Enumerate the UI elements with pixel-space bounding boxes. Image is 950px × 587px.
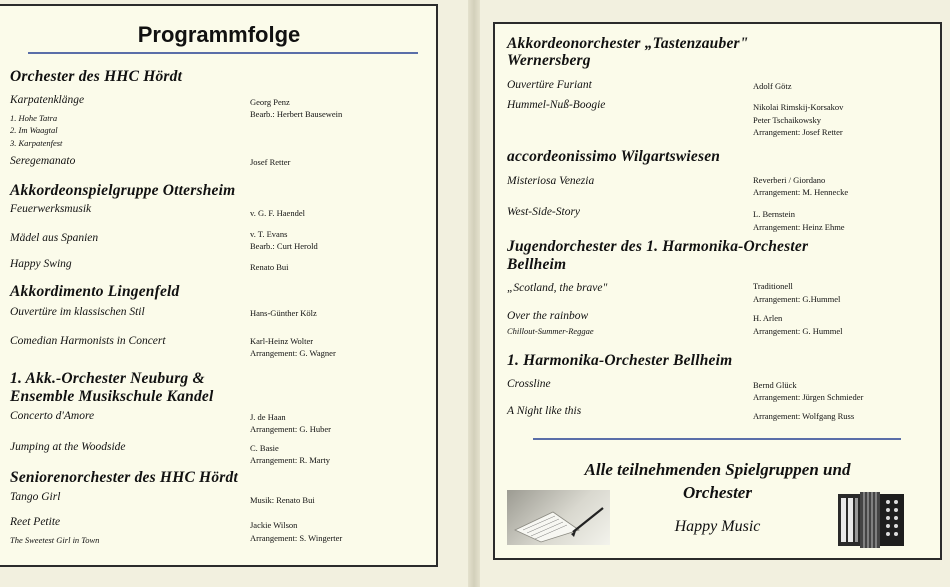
- piece-title: Jumping at the Woodside: [10, 441, 126, 453]
- piece-title: Happy Swing: [10, 258, 72, 270]
- composer: Renato Bui: [250, 262, 289, 272]
- movement: 3. Karpatenfest: [10, 138, 63, 148]
- composer: Hans-Günther Kölz: [250, 308, 317, 318]
- piece-subtitle: The Sweetest Girl in Town: [10, 535, 100, 545]
- piece-title: Ouvertüre Furiant: [507, 79, 592, 91]
- finale-line-1: Alle teilnehmenden Spielgruppen und: [584, 460, 851, 479]
- piece-title: Reet Petite: [10, 516, 61, 528]
- piece-title: Tango Girl: [10, 491, 61, 503]
- arranger: Arrangement: Wolfgang Russ: [753, 411, 855, 421]
- page-fold: [468, 0, 480, 587]
- piece-title: Over the rainbow: [507, 310, 589, 322]
- composer: Musik: Renato Bui: [250, 495, 315, 505]
- section-heading-line2: Bellheim: [507, 256, 567, 273]
- section-heading: Orchester des HHC Hördt: [10, 68, 183, 85]
- finale-piece: Happy Music: [674, 518, 761, 535]
- composer: Traditionell: [753, 281, 793, 291]
- piece-title: Misteriosa Venezia: [507, 175, 595, 187]
- piece-title: Karpatenklänge: [10, 94, 85, 106]
- piece-title: Crossline: [507, 378, 551, 390]
- finale-line-2: Orchester: [683, 483, 752, 502]
- section-heading: 1. Akk.-Orchester Neuburg &: [10, 370, 205, 387]
- section-heading-line2: Wernersberg: [507, 52, 591, 69]
- arranger: Arrangement: Heinz Ehme: [753, 222, 845, 232]
- piece-title: Feuerwerksmusik: [10, 203, 92, 215]
- composer: C. Basie: [250, 443, 279, 453]
- section-heading: 1. Harmonika-Orchester Bellheim: [507, 352, 733, 369]
- composer: Peter Tschaikowsky: [753, 115, 821, 125]
- piece-title: Comedian Harmonists in Concert: [10, 335, 166, 347]
- piece-title: Ouvertüre im klassischen Stil: [10, 306, 145, 318]
- section-heading: Akkordeonorchester „Tastenzauber": [507, 35, 749, 52]
- arranger: Arrangement: G. Hummel: [753, 326, 843, 336]
- piece-title: „Scotland, the brave": [507, 282, 608, 294]
- arranger: Arrangement: R. Marty: [250, 455, 331, 465]
- arranger: Bearb.: Herbert Bausewein: [250, 109, 343, 119]
- piece-title: Seregemanato: [10, 155, 76, 167]
- arranger: Arrangement: Josef Retter: [753, 127, 843, 137]
- composer: v. T. Evans: [250, 229, 288, 239]
- accordion-image: [836, 488, 906, 550]
- piece-title: A Night like this: [507, 405, 582, 417]
- section-heading-line2: Ensemble Musikschule Kandel: [10, 388, 214, 405]
- composer: Reverberi / Giordano: [753, 175, 826, 185]
- section-heading: Akkordimento Lingenfeld: [10, 283, 180, 300]
- sheet-music-image: [507, 490, 610, 545]
- arranger: Arrangement: G. Wagner: [250, 348, 336, 358]
- section-heading: accordeonissimo Wilgartswiesen: [507, 148, 721, 165]
- section-heading: Seniorenorchester des HHC Hördt: [10, 469, 238, 486]
- arranger: Arrangement: S. Wingerter: [250, 533, 343, 543]
- arranger: Arrangement: G.Hummel: [753, 294, 841, 304]
- arranger: Bearb.: Curt Herold: [250, 241, 318, 251]
- piece-subtitle: Chillout-Summer-Reggae: [507, 326, 594, 336]
- movement: 2. Im Waagtal: [10, 125, 58, 135]
- closing-rule: [533, 438, 901, 440]
- piece-title: Mädel aus Spanien: [10, 232, 99, 244]
- composer: Karl-Heinz Wolter: [250, 336, 314, 346]
- arranger: Arrangement: Jürgen Schmieder: [753, 392, 864, 402]
- composer: Josef Retter: [250, 157, 291, 167]
- movement: 1. Hohe Tatra: [10, 113, 58, 123]
- composer: Georg Penz: [250, 97, 290, 107]
- composer: v. G. F. Haendel: [250, 208, 305, 218]
- composer: Adolf Götz: [753, 81, 792, 91]
- composer: Nikolai Rimskij-Korsakov: [753, 102, 844, 112]
- page-title: Programmfolge: [137, 22, 301, 47]
- composer: J. de Haan: [250, 412, 286, 422]
- section-heading: Jugendorchester des 1. Harmonika-Orchester: [507, 238, 809, 255]
- piece-title: Concerto d'Amore: [10, 410, 95, 422]
- piece-title: Hummel-Nuß-Boogie: [507, 99, 606, 111]
- arranger: Arrangement: G. Huber: [250, 424, 331, 434]
- title-rule: [28, 52, 418, 54]
- composer: Jackie Wilson: [250, 520, 298, 530]
- composer: L. Bernstein: [753, 209, 796, 219]
- section-heading: Akkordeonspielgruppe Ottersheim: [10, 182, 236, 199]
- composer: Bernd Glück: [753, 380, 797, 390]
- composer: H. Arlen: [753, 313, 783, 323]
- arranger: Arrangement: M. Hennecke: [753, 187, 849, 197]
- piece-title: West-Side-Story: [507, 206, 581, 218]
